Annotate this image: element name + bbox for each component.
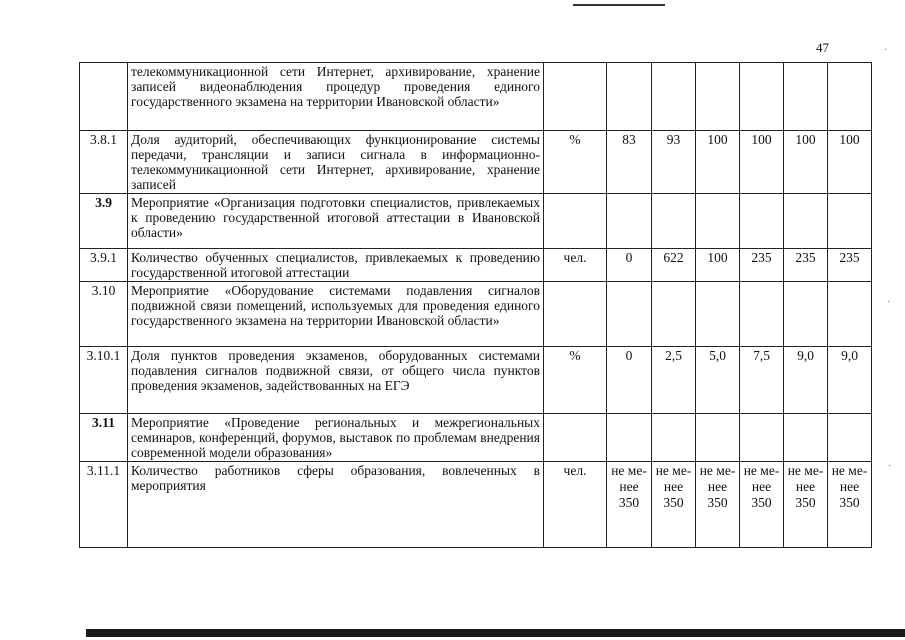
value-cell bbox=[696, 462, 740, 548]
value-cell bbox=[696, 347, 740, 414]
value-cell bbox=[652, 414, 696, 462]
value-text: 622 bbox=[663, 250, 684, 265]
value-cell bbox=[607, 194, 652, 249]
value-cell bbox=[828, 282, 872, 347]
value-text: 100 bbox=[751, 132, 772, 147]
value-cell bbox=[784, 282, 828, 347]
value-cell bbox=[696, 131, 740, 194]
value-cell bbox=[696, 194, 740, 249]
table-row bbox=[80, 194, 872, 249]
value-cell bbox=[828, 194, 872, 249]
value-cell bbox=[784, 462, 828, 548]
value-text: 235 bbox=[751, 250, 772, 265]
value-text: 100 bbox=[795, 132, 816, 147]
description-cell: Доля пунктов проведения экзаменов, оборудованных системами подавления сигналов подвижной связи, от общего числа пунктов проведения экзаменов, задействованных на ЕГЭ bbox=[128, 347, 544, 414]
value-cell bbox=[607, 347, 652, 414]
value-cell bbox=[740, 63, 784, 131]
unit-cell bbox=[544, 194, 607, 249]
value-cell bbox=[652, 462, 696, 548]
value-cell bbox=[740, 131, 784, 194]
value-text: не ме-нее 350 bbox=[787, 463, 824, 510]
value-cell bbox=[828, 249, 872, 282]
value-cell bbox=[784, 347, 828, 414]
unit-cell: чел. bbox=[544, 249, 607, 282]
value-text: не ме-нее 350 bbox=[655, 463, 692, 510]
value-cell bbox=[784, 131, 828, 194]
unit-cell: % bbox=[544, 347, 607, 414]
value-text: 235 bbox=[839, 250, 860, 265]
value-text: 83 bbox=[622, 132, 636, 147]
value-cell bbox=[828, 462, 872, 548]
description-cell: Мероприятие «Оборудование системами подавления сигналов подвижной связи помещений, используемых для проведения единого государственного экзамена на территории Ивановской области» bbox=[128, 282, 544, 347]
table-body bbox=[80, 63, 872, 548]
value-text: не ме-нее 350 bbox=[831, 463, 868, 510]
row-number-cell: 3.11.1 bbox=[80, 462, 128, 548]
value-cell bbox=[607, 282, 652, 347]
table-row bbox=[80, 63, 872, 131]
row-number-cell: 3.9.1 bbox=[80, 249, 128, 282]
value-cell bbox=[652, 131, 696, 194]
row-number-cell: 3.9 bbox=[80, 194, 128, 249]
value-cell bbox=[652, 249, 696, 282]
value-cell bbox=[784, 194, 828, 249]
value-cell bbox=[652, 347, 696, 414]
value-cell bbox=[607, 462, 652, 548]
description-cell: Мероприятие «Проведение региональных и межрегиональных семинаров, конференций, форумов, выставок по проблемам внедрения современной модели образования» bbox=[128, 414, 544, 462]
table-row bbox=[80, 249, 872, 282]
value-text: не ме-нее 350 bbox=[699, 463, 736, 510]
value-text: 9,0 bbox=[841, 348, 858, 363]
value-cell bbox=[696, 282, 740, 347]
value-text: не ме-нее 350 bbox=[611, 463, 647, 510]
value-text: 100 bbox=[839, 132, 860, 147]
unit-cell bbox=[544, 414, 607, 462]
value-cell bbox=[652, 282, 696, 347]
value-cell bbox=[740, 282, 784, 347]
value-cell bbox=[828, 347, 872, 414]
value-cell bbox=[652, 194, 696, 249]
value-text: 100 bbox=[707, 250, 728, 265]
bottom-scan-bar bbox=[86, 629, 905, 637]
value-text: 9,0 bbox=[797, 348, 814, 363]
unit-cell bbox=[544, 282, 607, 347]
value-text: 93 bbox=[666, 132, 681, 147]
page-number: 47 bbox=[816, 40, 829, 55]
value-text: 100 bbox=[707, 132, 728, 147]
value-text: не ме-нее 350 bbox=[743, 463, 780, 510]
value-cell bbox=[828, 131, 872, 194]
value-cell bbox=[696, 249, 740, 282]
value-cell bbox=[696, 414, 740, 462]
value-cell bbox=[784, 249, 828, 282]
value-cell bbox=[607, 414, 652, 462]
indicators-table bbox=[79, 62, 872, 548]
value-cell bbox=[784, 414, 828, 462]
value-cell bbox=[696, 63, 740, 131]
table-row bbox=[80, 131, 872, 194]
description-cell: Мероприятие «Организация подготовки специалистов, привлекаемых к проведению государственной итоговой аттестации в Ивановской области» bbox=[128, 194, 544, 249]
value-text: 235 bbox=[795, 250, 816, 265]
unit-cell: % bbox=[544, 131, 607, 194]
scan-speck: · bbox=[888, 461, 892, 472]
value-cell bbox=[607, 63, 652, 131]
table-row bbox=[80, 462, 872, 548]
row-number-cell bbox=[80, 63, 128, 131]
description-cell: Количество работников сферы образования, вовлеченных в мероприятия bbox=[128, 462, 544, 548]
value-cell bbox=[740, 194, 784, 249]
value-cell bbox=[740, 414, 784, 462]
value-text: 2,5 bbox=[665, 348, 682, 363]
row-number-cell: 3.10 bbox=[80, 282, 128, 347]
value-text: 7,5 bbox=[753, 348, 770, 363]
value-cell bbox=[607, 249, 652, 282]
row-number-cell: 3.11 bbox=[80, 414, 128, 462]
unit-cell bbox=[544, 63, 607, 131]
description-cell: телекоммуникационной сети Интернет, архивирование, хранение записей видеонаблюдения процедур проведения единого государственного экзамена на территории Ивановской области» bbox=[128, 63, 544, 131]
table-row bbox=[80, 414, 872, 462]
value-cell bbox=[607, 131, 652, 194]
description-cell: Количество обученных специалистов, привлекаемых к проведению государственной итоговой аттестации bbox=[128, 249, 544, 282]
table-row bbox=[80, 282, 872, 347]
row-number-cell: 3.10.1 bbox=[80, 347, 128, 414]
top-rule-line bbox=[573, 4, 665, 6]
value-cell bbox=[784, 63, 828, 131]
value-cell bbox=[828, 414, 872, 462]
value-text: 0 bbox=[625, 348, 633, 363]
description-cell: Доля аудиторий, обеспечивающих функционирование системы передачи, трансляции и записи сигнала в информационно-телекоммуникационной сети Интернет, архивирование, хранение записей bbox=[128, 131, 544, 194]
scan-speck: · bbox=[884, 45, 888, 56]
value-text: 0 bbox=[625, 250, 633, 265]
row-number-cell: 3.8.1 bbox=[80, 131, 128, 194]
unit-cell: чел. bbox=[544, 462, 607, 548]
table-row bbox=[80, 347, 872, 414]
scan-speck: · bbox=[887, 297, 891, 308]
value-cell bbox=[740, 462, 784, 548]
value-cell bbox=[652, 63, 696, 131]
value-cell bbox=[828, 63, 872, 131]
value-cell bbox=[740, 249, 784, 282]
value-cell bbox=[740, 347, 784, 414]
value-text: 5,0 bbox=[709, 348, 726, 363]
